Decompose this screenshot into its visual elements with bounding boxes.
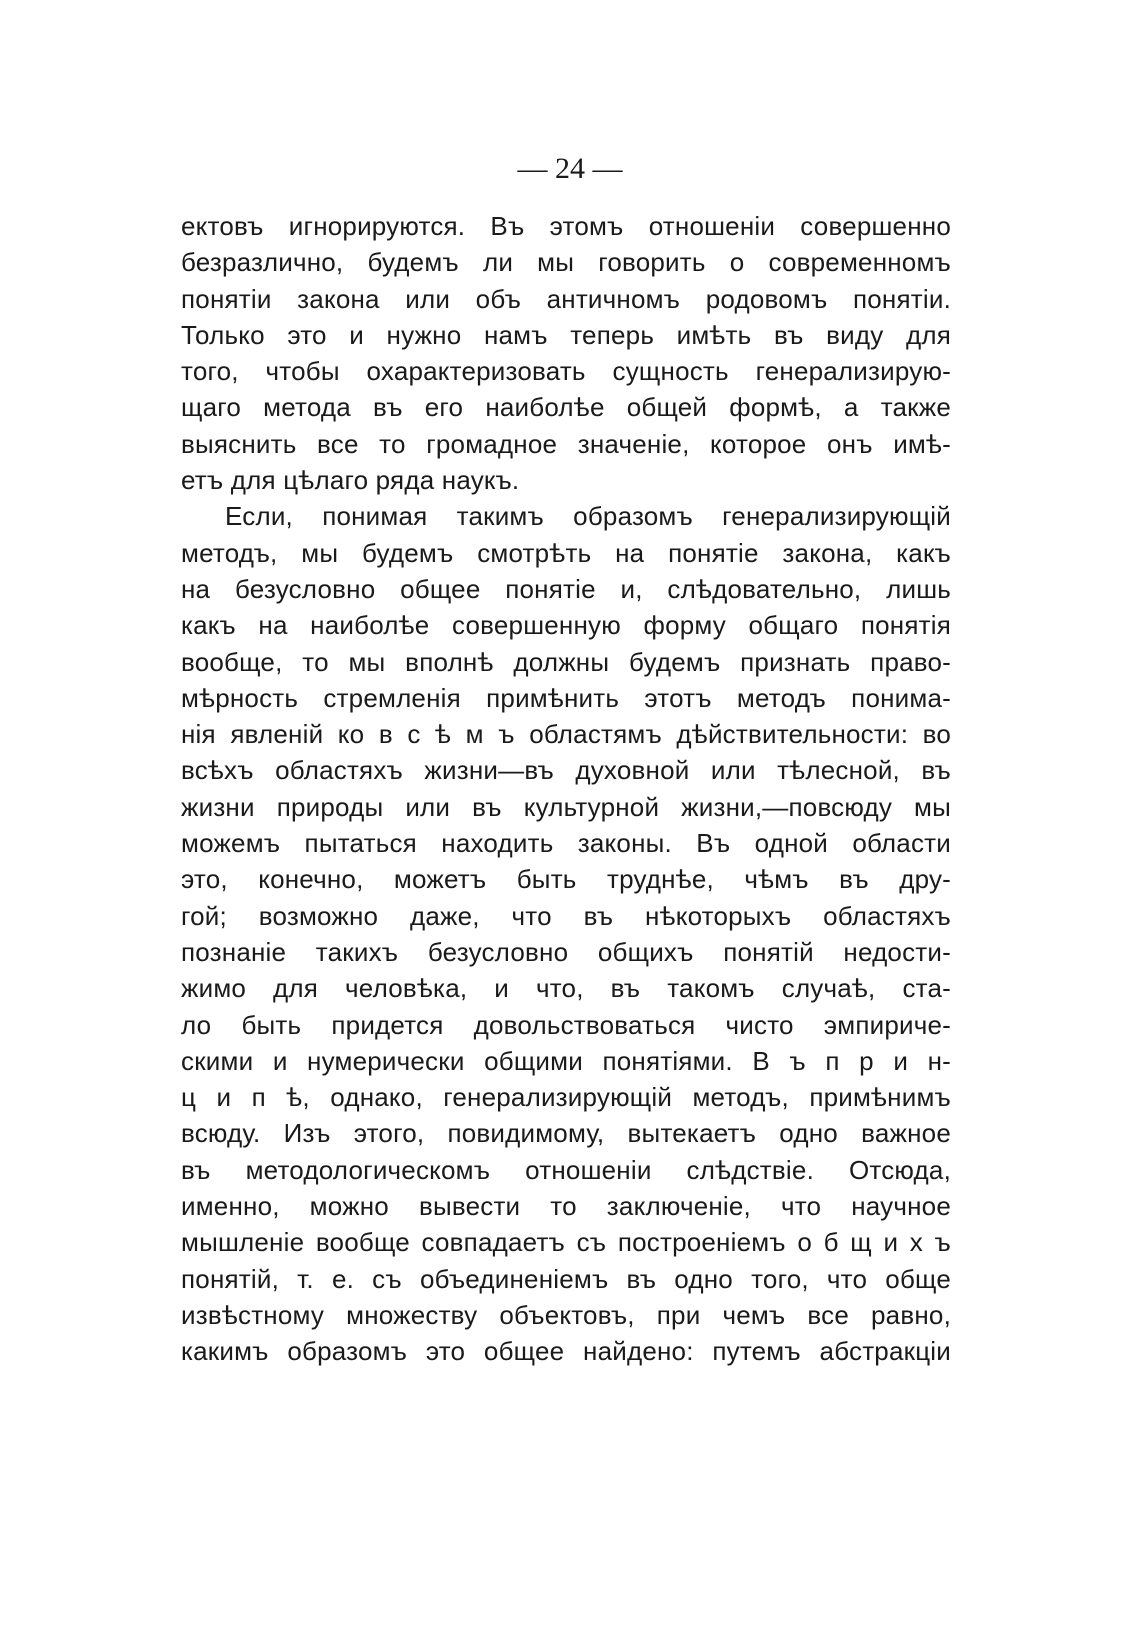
text-line: вообще, то мы вполнѣ должны будемъ признать право- [181, 646, 951, 677]
text-line: нія явленій ко в с ѣ м ъ областямъ дѣйствительности: во [181, 719, 951, 750]
text-line: извѣстному множеству объектовъ, при чемъ все равно, [181, 1299, 951, 1330]
body-text [181, 208, 951, 1370]
text-line: методъ, мы будемъ смотрѣть на понятіе закона, какъ [181, 537, 951, 568]
text-line: это, конечно, можетъ быть труднѣе, чѣмъ въ дру- [181, 864, 951, 895]
page-number: — 24 — [517, 152, 623, 185]
text-line: ло быть придется довольствоваться чисто эмпириче- [181, 1009, 951, 1040]
text-line: жизни природы или въ культурной жизни,—повсюду мы [181, 791, 951, 822]
text-line: гой; возможно даже, что въ нѣкоторыхъ областяхъ [181, 900, 951, 931]
text-line: ц и п ѣ, однако, генерализирующій методъ, примѣнимъ [181, 1082, 951, 1113]
text-line: всюду. Изъ этого, повидимому, вытекаетъ одно важное [181, 1118, 951, 1149]
text-line: на безусловно общее понятіе и, слѣдовательно, лишь [181, 573, 951, 604]
text-line: въ методологическомъ отношеніи слѣдствіе. Отсюда, [181, 1154, 951, 1185]
text-line: того, чтобы охарактеризовать сущность генерализирую- [181, 356, 951, 387]
text-line: мѣрность стремленія примѣнить этотъ методъ понима- [181, 682, 951, 713]
text-line: скими и нумерически общими понятіями. В ъ п р и н- [181, 1045, 951, 1076]
text-line: щаго метода въ его наиболѣе общей формѣ, а также [181, 392, 951, 423]
text-line: безразлично, будемъ ли мы говорить о современномъ [181, 247, 951, 278]
text-line: Если, понимая такимъ образомъ генерализирующій [225, 501, 951, 532]
text-line: именно, можно вывести то заключеніе, что научное [181, 1191, 951, 1222]
paragraph-2 [181, 498, 951, 1369]
text-line: жимо для человѣка, и что, въ такомъ случаѣ, ста- [181, 973, 951, 1004]
text-line: какъ на наиболѣе совершенную форму общаго понятія [181, 610, 951, 641]
text-line: выяснить все то громадное значеніе, которое онъ имѣ- [181, 428, 951, 459]
paragraph-1 [181, 208, 951, 498]
text-line: Только это и нужно намъ теперь имѣть въ виду для [181, 319, 951, 350]
text-line: ектовъ игнорируются. Въ этомъ отношеніи совершенно [181, 211, 951, 241]
text-line: какимъ образомъ это общее найдено: путемъ абстракціи [181, 1336, 951, 1367]
text-line: познаніе такихъ безусловно общихъ понятій недости- [181, 936, 951, 967]
text-line: понятіи закона или объ античномъ родовомъ понятіи. [181, 283, 951, 314]
text-line: мышленіе вообще совпадаетъ съ построеніемъ о б щ и х ъ [181, 1227, 951, 1258]
text-line: етъ для цѣлаго ряда наукъ. [181, 465, 520, 496]
text-line: можемъ пытаться находить законы. Въ одной области [181, 828, 951, 859]
text-line: всѣхъ областяхъ жизни—въ духовной или тѣлесной, въ [181, 755, 951, 786]
text-line: понятій, т. е. съ объединеніемъ въ одно того, что обще [181, 1263, 951, 1294]
